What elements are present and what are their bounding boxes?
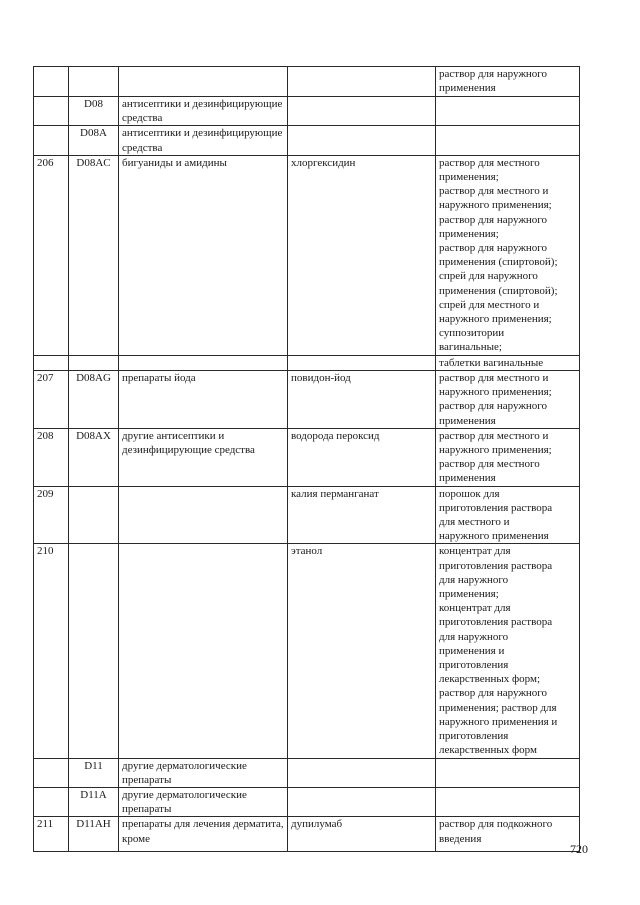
dosage-form-line: наружного применения и: [439, 715, 558, 728]
pharmacological-group: антисептики и дезинфицирующие средства: [122, 127, 283, 154]
pharmacological-group-cell: [119, 126, 288, 155]
table-row: [34, 787, 580, 816]
table-row: [34, 544, 580, 758]
dosage-form-line: применения: [439, 82, 496, 95]
dosage-form-line: введения: [439, 832, 482, 845]
drug-name-cell: [288, 155, 436, 355]
dosage-form-line: приготовления раствора: [439, 559, 553, 572]
table-row: [34, 817, 580, 852]
dosage-form-line: наружного применения: [439, 530, 549, 543]
pharmacological-group: препараты для лечения дерматита, кроме: [122, 818, 284, 845]
dosage-form-line: для местного и: [439, 516, 510, 529]
pharmacological-group-cell: [119, 486, 288, 544]
atc-code: D11A: [80, 788, 107, 801]
dosage-form-line: применения и: [439, 644, 505, 657]
atc-code: D08AC: [76, 156, 111, 169]
atc-code-cell: [69, 758, 119, 787]
drug-name: повидон-йод: [291, 372, 351, 385]
row-number-cell: [34, 817, 69, 852]
row-number-cell: [34, 155, 69, 355]
atc-code-cell: [69, 486, 119, 544]
row-number: 209: [37, 487, 54, 500]
dosage-form-cell: [436, 787, 580, 816]
dosage-form-line: применения (спиртовой);: [439, 284, 558, 297]
pharmacological-group: другие дерматологические препараты: [122, 759, 247, 786]
dosage-form-line: наружного применения;: [439, 313, 552, 326]
dosage-form-line: применения;: [439, 227, 499, 240]
dosage-form-cell: [436, 486, 580, 544]
row-number: 206: [37, 156, 54, 169]
pharmacological-group: препараты йода: [122, 372, 196, 385]
drug-name-cell: [288, 355, 436, 370]
drug-name-cell: [288, 67, 436, 97]
atc-code: D08: [84, 98, 103, 110]
pharmacological-group-cell: [119, 758, 288, 787]
dosage-form-cell: [436, 817, 580, 852]
atc-code: D08AX: [76, 429, 111, 442]
row-number-cell: [34, 97, 69, 126]
row-number: 207: [37, 372, 54, 385]
drug-name-cell: [288, 97, 436, 126]
dosage-form-line: таблетки вагинальные: [439, 356, 544, 369]
row-number-cell: [34, 371, 69, 429]
atc-code: D08AG: [76, 372, 111, 385]
atc-code-cell: [69, 371, 119, 429]
dosage-form-line: раствор для подкожного: [439, 818, 553, 831]
drug-name: дупилумаб: [291, 818, 343, 831]
dosage-form-cell: [436, 155, 580, 355]
dosage-form-line: раствор для наружного: [439, 68, 548, 80]
table-body: [34, 67, 580, 852]
dosage-form-line: для наружного: [439, 573, 509, 586]
row-number-cell: [34, 486, 69, 544]
dosage-form-line: раствор для местного и: [439, 185, 549, 198]
dosage-form-line: концентрат для: [439, 545, 511, 558]
dosage-form-line: наружного применения;: [439, 444, 552, 457]
dosage-form-line: приготовления: [439, 659, 509, 672]
row-number-cell: [34, 428, 69, 486]
dosage-form-line: раствор для местного и: [439, 429, 549, 442]
atc-code: D08A: [80, 127, 107, 140]
dosage-form-line: раствор для наружного: [439, 213, 548, 226]
dosage-form-cell: [436, 371, 580, 429]
table-row: [34, 428, 580, 486]
atc-code-cell: [69, 67, 119, 97]
drug-table: [33, 66, 580, 852]
table-row: [34, 486, 580, 544]
row-number-cell: [34, 355, 69, 370]
dosage-form-line: приготовления раствора: [439, 501, 553, 514]
dosage-form-line: лекарственных форм;: [439, 673, 541, 686]
dosage-form-cell: [436, 67, 580, 97]
dosage-form-line: раствор для наружного: [439, 687, 548, 700]
dosage-form-line: применения;: [439, 588, 499, 601]
dosage-form-line: раствор для наружного: [439, 242, 548, 255]
atc-code-cell: [69, 355, 119, 370]
pharmacological-group: антисептики и дезинфицирующие средства: [122, 98, 283, 125]
dosage-form-line: наружного применения;: [439, 386, 552, 399]
dosage-form-cell: [436, 428, 580, 486]
drug-name-cell: [288, 544, 436, 758]
pharmacological-group-cell: [119, 544, 288, 758]
atc-code-cell: [69, 126, 119, 155]
row-number-cell: [34, 758, 69, 787]
atc-code-cell: [69, 97, 119, 126]
pharmacological-group-cell: [119, 428, 288, 486]
drug-name-cell: [288, 486, 436, 544]
atc-code-cell: [69, 544, 119, 758]
dosage-form-cell: [436, 355, 580, 370]
dosage-form-line: раствор для местного и: [439, 372, 549, 385]
row-number-cell: [34, 126, 69, 155]
dosage-form-line: раствор для местного: [439, 156, 540, 169]
pharmacological-group: другие дерматологические препараты: [122, 788, 247, 816]
dosage-form-cell: [436, 758, 580, 787]
dosage-form-line: раствор для местного: [439, 458, 540, 471]
dosage-form-cell: [436, 126, 580, 155]
row-number-cell: [34, 544, 69, 758]
dosage-form-line: концентрат для: [439, 602, 511, 615]
table-row: [34, 126, 580, 155]
dosage-form-cell: [436, 544, 580, 758]
table-row: [34, 355, 580, 370]
dosage-form-line: порошок для: [439, 487, 500, 500]
drug-name-cell: [288, 371, 436, 429]
pharmacological-group-cell: [119, 355, 288, 370]
pharmacological-group: другие антисептики и дезинфицирующие средства: [122, 429, 255, 457]
dosage-form-cell: [436, 97, 580, 126]
dosage-form-line: применения (спиртовой);: [439, 256, 558, 269]
atc-code-cell: [69, 428, 119, 486]
pharmacological-group-cell: [119, 371, 288, 429]
row-number-cell: [34, 787, 69, 816]
dosage-form-line: приготовления раствора: [439, 616, 553, 629]
drug-name-cell: [288, 817, 436, 852]
pharmacological-group-cell: [119, 817, 288, 852]
dosage-form-line: применения;: [439, 171, 499, 184]
dosage-form-line: применения; раствор для: [439, 701, 557, 714]
dosage-form-line: спрей для наружного: [439, 270, 538, 283]
atc-code-cell: [69, 817, 119, 852]
drug-name: хлоргексидин: [291, 156, 356, 169]
drug-name: водорода пероксид: [291, 429, 380, 442]
pharmacological-group-cell: [119, 97, 288, 126]
dosage-form-line: лекарственных форм: [439, 744, 537, 757]
atc-code: D11: [84, 759, 103, 772]
drug-name: этанол: [291, 545, 323, 558]
table-row: [34, 67, 580, 97]
dosage-form-line: спрей для местного и: [439, 298, 540, 311]
pharmacological-group: бигуаниды и амидины: [122, 156, 227, 169]
dosage-form-line: приготовления: [439, 730, 509, 743]
row-number: 210: [37, 545, 54, 558]
drug-name-cell: [288, 787, 436, 816]
row-number: 208: [37, 429, 54, 442]
dosage-form-line: раствор для наружного: [439, 400, 548, 413]
table-row: [34, 371, 580, 429]
row-number-cell: [34, 67, 69, 97]
row-number: 211: [37, 818, 54, 831]
page-number: 720: [570, 842, 588, 856]
dosage-form-line: суппозитории: [439, 327, 505, 340]
drug-name-cell: [288, 428, 436, 486]
dosage-form-line: применения: [439, 414, 496, 427]
table-row: [34, 155, 580, 355]
pharmacological-group-cell: [119, 155, 288, 355]
pharmacological-group-cell: [119, 67, 288, 97]
dosage-form-line: наружного применения;: [439, 199, 552, 212]
atc-code-cell: [69, 787, 119, 816]
table-row: [34, 97, 580, 126]
atc-code-cell: [69, 155, 119, 355]
pharmacological-group-cell: [119, 787, 288, 816]
drug-name-cell: [288, 126, 436, 155]
drug-name-cell: [288, 758, 436, 787]
atc-code: D11AH: [76, 818, 111, 831]
dosage-form-line: применения: [439, 472, 496, 485]
drug-name: калия перманганат: [291, 487, 379, 500]
table-row: [34, 758, 580, 787]
dosage-form-line: для наружного: [439, 630, 509, 643]
dosage-form-line: вагинальные;: [439, 341, 502, 354]
